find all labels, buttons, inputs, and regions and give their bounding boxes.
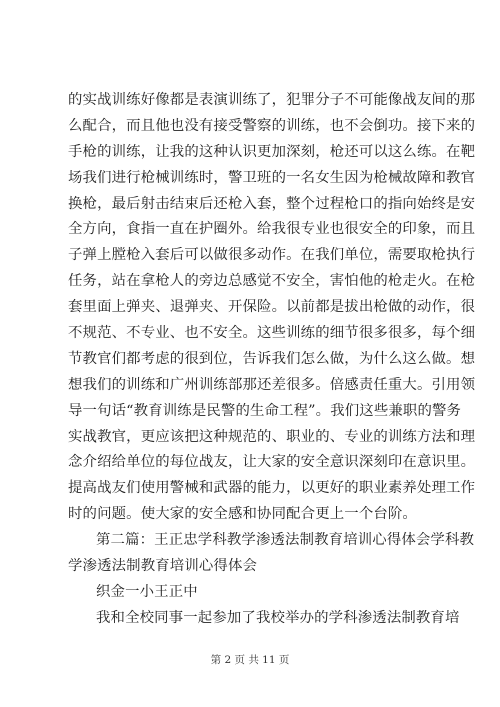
paragraph-line: 么配合，而且他也没有接受警察的训练，也不会倒功。接下来的 xyxy=(68,117,476,134)
paragraph-line: 想我们的训练和广州训练部那还差很多。倍感责任重大。引用领 xyxy=(68,376,476,393)
paragraph-line: 节教官们都考虑的很到位，告诉我们怎么做，为什么这么做。想 xyxy=(68,350,476,367)
paragraph-line: 子弹上膛枪入套后可以做很多动作。在我们单位，需要取枪执行 xyxy=(68,247,476,264)
section-heading-line: 学渗透法制教育培训心得体会 xyxy=(68,558,258,575)
paragraph-line: 时的问题。使大家的安全感和协同配合更上一个台阶。 xyxy=(68,506,417,523)
paragraph-line: 我和全校同事一起参加了我校举办的学科渗透法制教育培 xyxy=(96,609,460,626)
paragraph-line: 换枪，最后射击结束后还枪入套，整个过程枪口的指向始终是安 xyxy=(68,195,476,212)
paragraph-line: 任务，站在拿枪人的旁边总感觉不安全，害怕他的枪走火。在枪 xyxy=(68,273,476,290)
paragraph-line: 全方向，食指一直在护圈外。给我很专业也很安全的印象，而且 xyxy=(68,221,476,238)
paragraph-line: 手枪的训练，让我的这种认识更加深刻，枪还可以这么练。在靶 xyxy=(68,143,476,160)
document-body xyxy=(68,88,476,632)
author-line: 织金一小王正中 xyxy=(96,583,198,600)
paragraph-line: 提高战友们使用警械和武器的能力，以更好的职业素养处理工作 xyxy=(68,480,476,497)
paragraph-line: 导一句话“教育训练是民警的生命工程”。我们这些兼职的警务 xyxy=(68,402,462,419)
page-number-footer: 第 2 页 共 11 页 xyxy=(210,654,290,666)
section-heading-line: 第二篇：王正忠学科教学渗透法制教育培训心得体会学科教 xyxy=(96,532,475,549)
paragraph-line: 场我们进行枪械训练时，警卫班的一名女生因为枪械故障和教官 xyxy=(68,169,476,186)
paragraph-line: 实战教官，更应该把这种规范的、职业的、专业的训练方法和理 xyxy=(68,428,476,445)
paragraph-line: 套里面上弹夹、退弹夹、开保险。以前都是拔出枪做的动作，很 xyxy=(68,299,476,316)
paragraph-line: 不规范、不专业、也不安全。这些训练的细节很多很多，每个细 xyxy=(68,325,476,342)
paragraph-line: 的实战训练好像都是表演训练了，犯罪分子不可能像战友间的那 xyxy=(68,92,476,108)
paragraph-line: 念介绍给单位的每位战友，让大家的安全意识深刻印在意识里。 xyxy=(68,454,476,471)
